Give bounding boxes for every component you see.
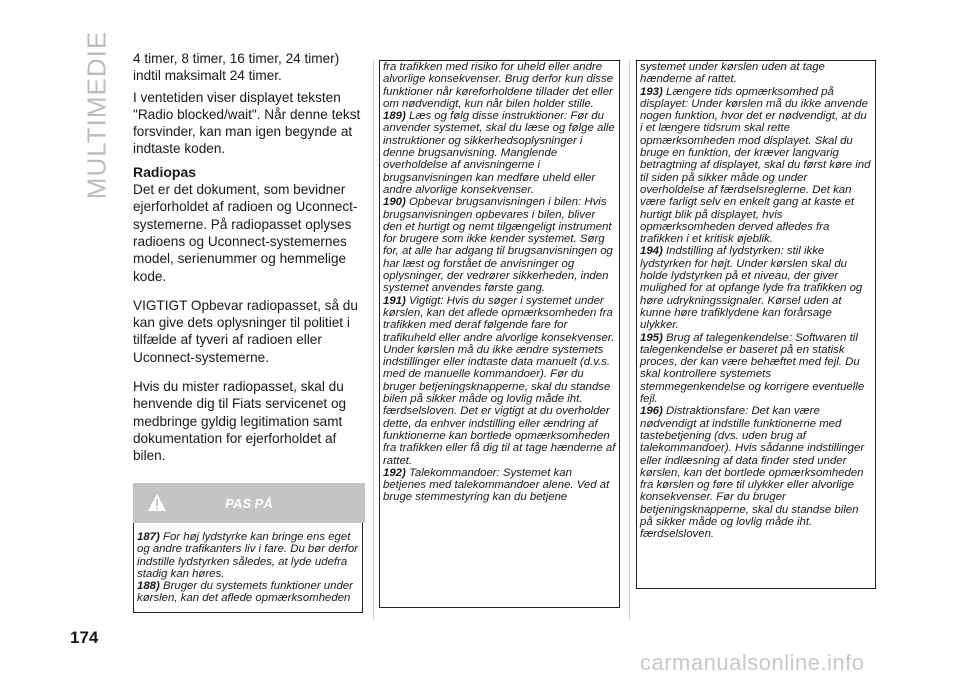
main-text-column [133, 50, 365, 469]
note-text: Opbevar brugsanvisningen i bilen: Hvis brugsanvisningen opbevares i bilen, bliver den et hurtigt og nemt tilgængeligt instrument for brugere som ikke kender systemet. Sørg for, at alle har adgang til brugsanvisningen og har læst og forstået de anvisninger og oplysninger, der vedrører sikkerheden, inden systemet anvendes første gang. [383, 196, 613, 295]
notes-box-column3 [636, 60, 876, 589]
note-number: 194) [640, 245, 663, 258]
column-divider [373, 60, 374, 620]
warning-title: PAS PÅ [225, 496, 273, 511]
note-number: 189) [383, 110, 406, 123]
note-text: fra trafikken med risiko for uheld eller andre alvorlige konsekvenser. Brug derfor kun disse funktioner når køreforholdene tillader det eller om nødvendigt, kun når bilen holder stille. [383, 61, 614, 110]
paragraph: Hvis du mister radiopasset, skal du henvende dig til Fiats servicenet og medbringe gyldig legitimation samt dokumentation for ejerforholdet af bilen. [133, 379, 347, 464]
note-number: 188) [137, 580, 160, 593]
warning-header [133, 483, 365, 523]
note-text: Bruger du systemets funktioner under kørslen, kan det aflede opmærksomheden [137, 580, 353, 605]
note-text: Længere tids opmærksomhed på displayet: Under kørslen må du ikke anvende nogen funktion, hvor det er nødvendigt, at du i et længere tidsrum skal rette opmærksomheden mod displayet. Skal du bruge en funktion, der kræver langvarig betragtning af displayet, skal du først køre ind til siden på sikker måde og under overholdelse af færdselsreglerne. Det kan være farligt selv en enkelt gang at kaste et hurtigt blik på displayet, hvis opmærksomheden derved afledes fra trafikken i et kritisk øjeblik. [640, 85, 871, 246]
notes-box-column2 [379, 60, 620, 608]
note-text: Indstilling af lydstyrken: stil ikke lydstyrken for højt. Under kørslen skal du holde lydstyrken på et niveau, der giver mulighed for at opfange lyde fra trafikken og høre udrykningssignaler. Kørsel uden at kunne høre trafiklydene kan forårsage ulykker. [640, 245, 863, 332]
note-number: 195) [640, 331, 663, 344]
note-number: 191) [383, 294, 406, 307]
paragraph: 4 timer, 8 timer, 16 timer, 24 timer) indtil maksimalt 24 timer. [133, 51, 340, 84]
section-heading: Radiopas [133, 163, 197, 180]
note-number: 196) [640, 405, 663, 418]
note-number: 190) [383, 196, 406, 209]
note-text: systemet under kørslen uden at tage hænderne af rattet. [640, 61, 825, 86]
warning-body [133, 523, 363, 613]
note-text: Distraktionsfare: Det kan være nødvendigt at indstille funktionerne med tastebetjening (dvs. uden brug af talekommandoer). Hvis sådanne indstillinger eller indlæsning af data finder sted under kørslen, kan det bortlede opmærksomheden fra kørslen og føre til ulykker eller alvorlige konsekvenser. Før du bruger betjeningsknapperne, skal du standse bilen på sikker måde og lovlig måde iht. færdselsloven. [640, 405, 865, 541]
note-text: Talekommandoer: Systemet kan betjenes med talekommandoer alene. Ved at bruge stemmestyring kan du betjene [383, 466, 610, 504]
section-title: MULTIMEDIE [81, 30, 112, 200]
column-divider [629, 60, 630, 620]
note-text: Vigtigt: Hvis du søger i systemet under kørslen, kan det aflede opmærksomheden fra trafikken med deraf følgende fare for trafikuheld eller andre alvorlige konsekvenser. Under kørslen må du ikke ændre systemets indstillinger eller indtaste data manuelt (d.v.s. med de manuelle kommandoer). Før du bruger betjeningsknapperne, skal du standse bilen på sikker måde og lovlig måde iht. færdselsloven. Det er vigtigt at du overholder dette, da enhver indstilling eller ændring af funktionerne kan bortlede opmærksomheden fra trafikken eller få dig til at tage hænderne af rattet. [383, 294, 616, 467]
page-number: 174 [70, 628, 99, 647]
note-number: 193) [640, 85, 663, 98]
note-number: 187) [137, 531, 160, 543]
note-number: 192) [383, 466, 406, 479]
paragraph: Det er det dokument, som bevidner ejerforholdet af radioen og Uconnect-systemerne. På radiopasset oplyses radioens og Uconnect-systemernes model, serienummer og hemmelige kode. [133, 182, 358, 284]
note-text: Læs og følg disse instruktioner: Før du anvender systemet, skal du læse og følge alle instruktioner og sikkerhedsoplysninger i denne brugsanvisning. Manglende overholdelse af anvisningerne i brugsanvisningen kan medføre uheld eller andre alvorlige konsekvenser. [383, 110, 615, 196]
watermark: carmanualsonline.info [640, 650, 865, 675]
paragraph: VIGTIGT Opbevar radiopasset, så du kan give dets oplysninger til politiet i tilfælde af tyveri af radioen eller Uconnect-systemerne. [133, 297, 358, 365]
note-text: Brug af talegenkendelse: Softwaren til talegenkendelse er baseret på en statisk proces, der kan være behæftet med fejl. Du skal kontrollere systemets stemmegenkendelse og korrigere eventuelle fejl. [640, 331, 865, 406]
paragraph: I ventetiden viser displayet teksten "Radio blocked/wait". Når denne tekst forsvinder, kan man igen begynde at indtaste koden. [133, 89, 361, 157]
note-text: For høj lydstyrke kan bringe ens eget og andre trafikanters liv i fare. Du bør derfor indstille lydstyrken således, at lyde udefra stadig kan høres. [137, 531, 358, 580]
